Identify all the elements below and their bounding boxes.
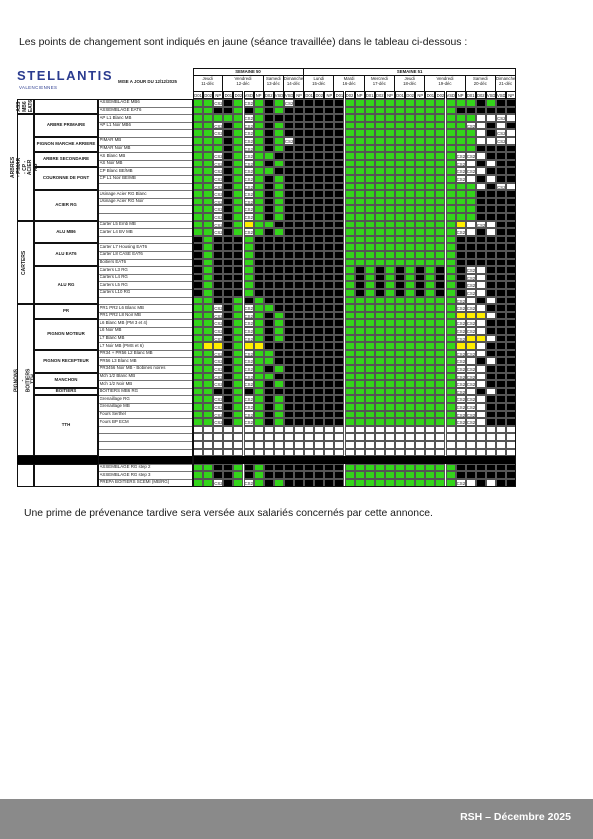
schedule-cell: CS2 [456,367,466,372]
day-date: 21-déc [499,81,513,87]
schedule-cell: CS2 [244,215,254,220]
schedule-cell: CS2 [466,405,476,410]
shift-header: NP [213,91,223,99]
day-name: Vendredi [436,76,454,81]
schedule-cell: CS2 [466,306,476,312]
row-label: Fours BP ECM [99,418,129,424]
schedule-cell: CS2 [497,116,506,122]
day-date: 18-déc [403,81,417,87]
row-label: Carter L5 Emb MB [99,221,136,227]
row-label: BOITIERS MB6 RG [99,388,139,394]
group-label: PR [62,308,70,314]
schedule-cell: CS2 [244,397,254,403]
schedule-cell: CS2 [244,481,254,486]
section-label-text: ARBRES - PIMAR - CP - ACIER RG [10,156,40,178]
day-date: 12-déc [236,81,250,87]
group-label: PIGNON MARCHE ARRIERE [36,141,96,147]
schedule-cell: CS2 [244,184,254,190]
schedule-cell: CS2 [456,298,466,304]
schedule-cell: CS2 [214,367,223,372]
schedule-cell: CS2 [466,397,476,403]
schedule-cell: CS2 [244,101,254,106]
schedule-cell: CS2 [456,412,466,418]
day-name: Samedi [473,76,488,81]
schedule-cell: CS2 [214,222,223,228]
schedule-cell: CS2 [466,374,476,380]
row-label: ASSEMBLAGE MB6 [99,99,140,105]
row-label: PIMAR MB [99,137,122,143]
schedule-cell: CS2 [466,169,476,175]
row-label: Carter L8 CASE EAT6 [99,251,143,257]
day-date: 14-déc [286,81,301,87]
schedule-cell: CS2 [244,321,254,327]
shift-header: NP [456,91,466,99]
schedule-cell: CS2 [214,215,223,220]
row-label: AS Blanc MB [99,152,126,158]
group-label: ALU EAT6 [55,251,77,257]
shift-header: VSD [284,93,294,98]
row-label: PREPA BOITIERS SCEMI (MB/RG) [99,479,170,485]
shift-header: NP [324,91,334,99]
group-label [36,464,96,487]
group-label: COURONNE DE PONT [42,175,90,181]
shift-header: NP [415,91,425,99]
schedule-cell: CS2 [244,329,254,334]
group-label: PIGNON MOTEUR [47,331,85,337]
row-label: ASSEMBLAGE RG step 2 [99,464,151,470]
schedule-cell: CS2 [244,207,254,213]
week-header: SEMAINE 50 [193,68,304,76]
shift-header: D02 [264,93,273,98]
schedule-cell: CS2 [214,161,223,167]
group-label: MANCHON [54,376,78,382]
shift-header: VSD [497,93,506,98]
schedule-cell: CS2 [214,397,223,403]
row-label: Usinage Acier RG Noir [99,198,144,204]
stellantis-logo [17,68,114,96]
schedule-cell: CS2 [456,177,466,182]
row-label: PR1 PR2 L8 Noir MB [99,312,141,318]
section-box [17,464,34,487]
schedule-cell: CS2 [244,336,254,342]
schedule-cell: CS2 [456,306,466,312]
schedule-cell: CS2 [466,367,476,372]
group-label: PIGNON RECEPTEUR [43,357,89,363]
schedule-cell: CS2 [456,169,466,175]
day-name: Mercredi [370,76,388,81]
shift-header: D02 [345,93,354,98]
schedule-cell: CS2 [214,329,223,334]
schedule-cell: CS2 [244,169,254,175]
shift-header: D01 [224,93,233,98]
schedule-cell: CS2 [456,359,466,365]
day-name: Mardi [343,76,355,81]
schedule-cell: CS2 [244,382,254,388]
row-label: PR56 L3 Blanc MB [99,357,137,363]
shift-header: D02 [234,93,243,98]
shift-header: NP [506,91,516,99]
row-label: Fours Serthel [99,411,126,417]
schedule-cell: CS2 [244,412,254,418]
label-frame [98,99,193,487]
shift-header: D02 [436,93,445,98]
schedule-cell: CS2 [244,199,254,205]
schedule-cell: CS2 [214,306,223,312]
row-label: Carters L5 RG [99,281,128,287]
schedule-cell: CS2 [466,275,476,281]
row-label: CP L1 Noir BE/MB [99,175,136,181]
day-name: Dimanche [496,76,516,81]
schedule-cell: CS2 [456,481,466,486]
row-label: PR3456 Noir MB - Bobines noires [99,365,166,371]
schedule-cell: CS2 [244,306,254,312]
week-header: SEMAINE 51 [304,68,516,76]
row-label: AP L1 Blanc MB [99,114,132,120]
row-label: L7 Noir MB (PMS et 6) [99,342,144,348]
group-label: ACIER RG [55,202,77,208]
schedule-cell: CS2 [466,420,476,426]
schedule-cell: CS2 [214,382,223,388]
row-label: Carter L7 Housing EAT6 [99,243,148,249]
schedule-cell: CS2 [214,230,223,236]
section-label [10,114,40,220]
schedule-cell: CS2 [466,291,476,296]
section-label [17,99,34,114]
schedule-cell: CS2 [214,192,223,198]
schedule-cell: CS2 [456,329,466,334]
row-label: L6 Blanc MB (PM 3 et 4) [99,319,148,325]
day-name: Jeudi [202,76,213,81]
day-date: 13-déc [266,81,280,87]
schedule-cell: CS2 [214,481,223,486]
schedule-cell: CS2 [214,351,223,357]
grid-frame [193,68,516,487]
schedule-cell: CS2 [497,184,506,190]
schedule-cell: CS2 [497,139,506,144]
day-name: Vendredi [234,76,252,81]
row-label: L7 Blanc MB [99,335,125,341]
schedule-cell: CS2 [456,389,466,395]
schedule-cell: CS2 [244,116,254,122]
schedule-cell: CS2 [214,131,223,137]
schedule-cell: CS2 [214,321,223,327]
day-date: 17-déc [372,81,386,87]
shift-header: NP [355,91,365,99]
shift-header: D02 [477,93,485,98]
schedule-cell: CS2 [244,351,254,357]
day-name: Lundi [313,76,324,81]
row-label: PIMAR Noir MB [99,145,131,151]
section-label-text: ASS MB6 EAT6 [15,99,34,113]
group-label: ALU MB6 [56,228,76,234]
day-name: Samedi [265,76,281,81]
shift-header: VSD [244,93,253,98]
schedule-cell: CS2 [497,131,506,137]
row-label: PR34 + PR56 L2 Blanc MB [99,350,153,356]
shift-header: NP [294,91,304,99]
row-label: ASSEMBLAGE EAT6 [99,107,142,113]
shift-header: D01 [466,93,475,98]
schedule-cell: CS2 [284,139,294,144]
day-name: Dimanche [283,76,304,81]
intro-text: Les points de changement sont indiqués en jaune (séance travaillée) dans le tableau ci-dessous : [19,37,468,48]
row-label: AS Noir MB [99,160,123,166]
row-label: PR1 PR2 L6 Blanc MB [99,304,144,310]
section-label [17,221,34,305]
logo-brand: STELLANTIS [17,68,114,83]
shift-header: D01 [396,93,404,98]
schedule-table [10,68,575,493]
schedule-cell: CS2 [244,367,254,372]
schedule-cell: CS2 [456,230,466,236]
schedule-cell: CS2 [244,359,254,365]
schedule-cell: CS2 [244,420,254,426]
group-label: BOITIERS [55,388,77,394]
schedule-cell: CS2 [244,146,254,152]
schedule-cell: CS2 [284,101,294,106]
row-label: Grenaillage RG [99,395,130,401]
schedule-cell: CS2 [214,199,223,205]
schedule-cell: CS2 [214,184,223,190]
shift-header: D02 [315,93,323,98]
row-label: Carters L10 RG [99,289,131,295]
row-label: Carters L4 RG [99,274,128,280]
schedule-cell: CS2 [244,161,254,167]
schedule-cell: CS2 [456,374,466,380]
section-label-text: CARTERS [21,250,28,275]
group-label: TTH [61,422,71,428]
schedule-cell: CS2 [476,222,486,228]
row-label: Grenaillage MB [99,403,130,409]
schedule-cell: CS2 [214,420,223,426]
section-label [13,304,37,456]
row-label: ASSEMBLAGE RG step 3 [99,471,151,477]
row-label: Usinage Acier RG Blanc [99,190,147,196]
schedule-cell: CS2 [466,382,476,388]
shift-header: D01 [305,93,313,98]
day-date: 11-déc [201,81,215,87]
shift-header: NP [254,91,264,99]
shift-header: D01 [335,93,344,98]
schedule-cell: CS2 [456,397,466,403]
shift-header: D01 [194,93,202,98]
schedule-cell: CS2 [214,412,223,418]
schedule-cell: CS2 [456,405,466,410]
shift-header: D01 [365,93,374,98]
row-label: CP Blanc BE/MB [99,167,133,173]
row-label: Mch 1/2 Noir MB [99,380,133,386]
group-label: ARBRE PRIMAIRE [46,122,86,128]
shift-header: VSD [274,93,284,98]
day-date: 16-déc [342,81,356,87]
schedule-cell: CS2 [456,321,466,327]
schedule-cell: CS2 [244,230,254,236]
schedule-cell: CS2 [244,139,254,144]
group-label: ARBRE SECONDAIRE [42,156,90,162]
row-label: L6 Noir MB [99,327,122,333]
logo-site: VALENCIENNES [19,85,58,90]
schedule-cell: CS2 [214,336,223,342]
schedule-cell: CS2 [244,131,254,137]
schedule-cell: CS2 [466,154,476,160]
schedule-cell: CS2 [214,374,223,380]
schedule-cell: CS2 [214,123,223,129]
schedule-cell: CS2 [456,161,466,167]
row-label: Carters L3 RG [99,266,128,272]
row-label: Boitiers EAT6 [99,259,127,265]
shift-header: D01 [426,93,435,98]
schedule-cell: CS2 [456,351,466,357]
schedule-cell: CS2 [466,268,476,274]
schedule-cell: CS2 [214,169,223,175]
schedule-cell: CS2 [244,313,254,319]
schedule-cell: CS2 [244,374,254,380]
prime-notice: Une prime de prévenance tardive sera versée aux salariés concernés par cette annonce. [24,508,433,519]
shift-header: D02 [406,93,414,98]
row-label: Carter L4 BV MB [99,228,133,234]
shift-header: VSD [446,93,455,98]
group-label: ALU RG [57,281,75,287]
shift-header: VSD [486,93,496,98]
schedule-cell: CS2 [214,177,223,182]
schedule-cell: CS2 [214,207,223,213]
schedule-cell: CS2 [466,321,476,327]
shift-header: D02 [376,93,384,98]
schedule-cell: CS2 [244,192,254,198]
footer-bar [0,799,593,839]
day-name: Jeudi [404,76,415,81]
group-label [36,99,96,114]
row-label: Mch 1/2 Blanc MB [99,373,136,379]
schedule-cell: CS2 [466,329,476,334]
schedule-cell: CS2 [466,412,476,418]
section-label-text: PIGNONS - BOITIERS - TTH [13,368,37,392]
footer-text: RSH – Décembre 2025 [460,811,571,823]
day-date: 19-déc [438,81,452,87]
update-label: MISE A JOUR DU 12/12/2025 [118,79,177,84]
schedule-cell: CS2 [456,154,466,160]
schedule-cell: CS2 [244,177,254,182]
schedule-cell: CS2 [214,313,223,319]
schedule-cell: CS2 [456,382,466,388]
schedule-cell: CS2 [214,405,223,410]
day-date: 15-déc [312,81,326,87]
schedule-cell: CS2 [244,154,254,160]
row-label: AP L1 Noir MB6 [99,122,131,128]
schedule-cell: CS2 [456,420,466,426]
schedule-cell: CS2 [466,283,476,289]
schedule-cell: CS2 [214,101,223,106]
schedule-cell: CS2 [244,405,254,410]
shift-header: NP [385,91,395,99]
schedule-cell: CS2 [466,351,476,357]
schedule-cell: CS2 [466,123,476,129]
day-date: 20-déc [473,81,487,87]
schedule-cell: CS2 [214,359,223,365]
schedule-cell: CS2 [456,336,466,342]
shift-header: D02 [204,93,212,98]
schedule-cell: CS2 [244,123,254,129]
schedule-cell: CS2 [214,154,223,160]
